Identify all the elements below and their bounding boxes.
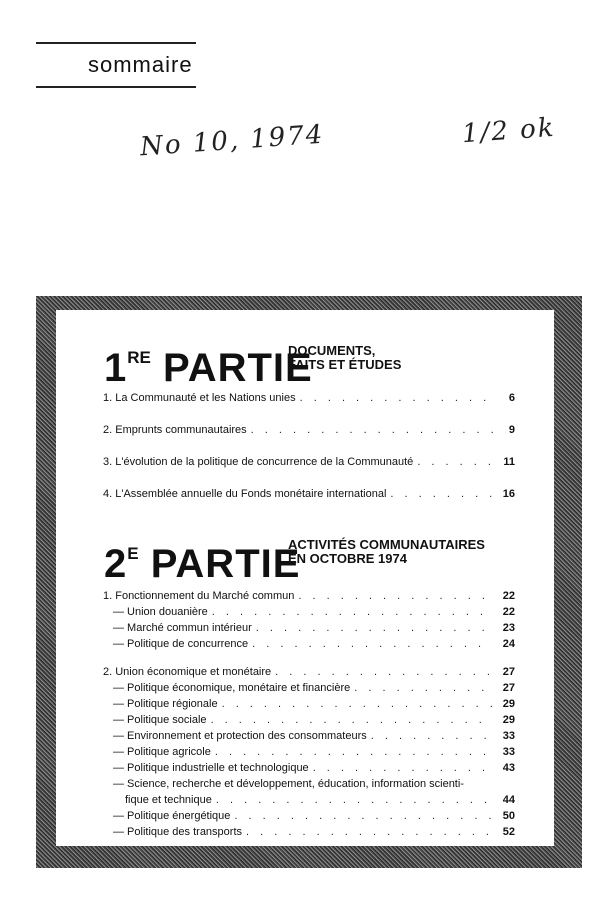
toc-subrow[interactable]: — Politique économique, monétaire et financière . . . 27 (113, 682, 515, 698)
toc-subrow[interactable]: — Environnement et protection des consommateurs . . . 33 (113, 730, 515, 746)
toc-subrow[interactable]: — Politique de concurrence . . . 24 (113, 638, 515, 654)
contents-frame (36, 296, 582, 868)
page-title: sommaire (88, 52, 193, 77)
toc-subrow[interactable]: — Politique industrielle et technologique . . . 43 (113, 762, 515, 778)
toc-subrow[interactable]: — Politique régionale . . . 29 (113, 698, 515, 714)
part1-subtitle: DOCUMENTS, FAITS ET ÉTUDES (288, 343, 402, 372)
toc-subrow[interactable]: — Science, recherche et développement, éducation, information scienti- (113, 778, 464, 790)
header-rule-top (36, 42, 196, 44)
header-rule-bottom (36, 86, 196, 88)
toc-subrow[interactable]: — Union douanière . . . 22 (113, 606, 515, 622)
toc-row[interactable]: 2. Emprunts communautaires . . . 9 (103, 424, 515, 440)
toc-row[interactable]: 3. L'évolution de la politique de concurrence de la Communauté . . . 11 (103, 456, 515, 472)
part2-subtitle: ACTIVITÉS COMMUNAUTAIRES EN OCTOBRE 1974 (288, 537, 485, 566)
toc-subrow[interactable]: — Politique sociale . . . 29 (113, 714, 515, 730)
toc-row[interactable]: 2. Union économique et monétaire . . . 27 (103, 666, 515, 682)
handwritten-issue-note: No 10, 1974 (139, 119, 326, 163)
contents-panel (56, 310, 554, 846)
handwritten-status-note: 1/2 ok (461, 112, 557, 150)
part1-title: 1RE PARTIE (104, 346, 313, 390)
toc-subrow[interactable]: — Politique énergétique . . . 50 (113, 810, 515, 826)
toc-subrow[interactable]: — Marché commun intérieur . . . 23 (113, 622, 515, 638)
toc-subrow[interactable]: — Politique agricole . . . 33 (113, 746, 515, 762)
toc-row[interactable]: 1. La Communauté et les Nations unies . . . 6 (103, 392, 515, 408)
toc-row[interactable]: 1. Fonctionnement du Marché commun . . . 22 (103, 590, 515, 606)
toc-row[interactable]: 4. L'Assemblée annuelle du Fonds monétaire international . . . 16 (103, 488, 515, 504)
part2-title: $2^E$ PARTIE (104, 542, 301, 586)
toc-subrow[interactable]: — Politique des transports . . . 52 (113, 826, 515, 842)
toc-subrow-continued[interactable]: fique et technique . . . 44 (125, 794, 515, 810)
